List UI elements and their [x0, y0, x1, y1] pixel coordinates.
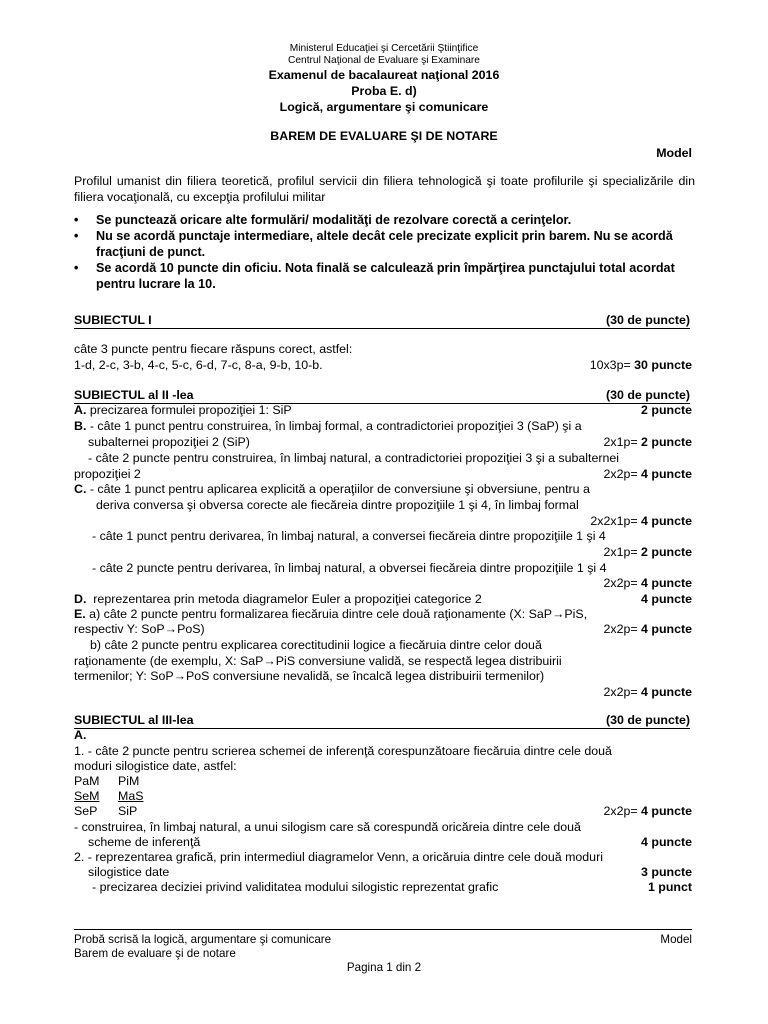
bullet-icon: •: [74, 213, 79, 227]
scheme-cell: SiP: [118, 804, 138, 818]
item-2E1-score: 2x2p= 4 puncte: [603, 622, 692, 636]
item-2E2-line2: raţionamente (de exemplu, X: SaP→PiS conversiune validă, se respectă legea distribuirii: [74, 654, 562, 668]
item-2B2-score: 2x2p= 4 puncte: [603, 467, 692, 481]
subject-1-answers: 1-d, 2-c, 3-b, 4-c, 5-c, 6-d, 7-c, 8-a, 9-b, 10-b.: [74, 358, 323, 372]
profile-text: Profilul umanist din filiera teoretică, profilul servicii din filiera tehnologică şi toate profilurile şi specializările din filiera vocaţională, cu excepţia profilului militar: [74, 174, 695, 204]
barem-title: BAREM DE EVALUARE ŞI DE NOTARE: [270, 129, 498, 143]
item-2D: D. reprezentarea prin metoda diagramelor Euler a propoziţiei categorice 2: [74, 592, 482, 606]
item-2C2-line: - câte 1 punct pentru derivarea, în limbaj natural, a conversei fiecăreia dintre propoziţiile 1 şi 4: [92, 529, 606, 543]
scheme-cell: MaS: [118, 789, 144, 803]
model-label: Model: [656, 146, 692, 160]
item-3A1-line2: moduri silogistice date, astfel:: [74, 759, 237, 773]
item-2C-line2: deriva conversa şi obversa corecte ale fiecăreia dintre propoziţiile 1 şi 4, în limbaj formal: [96, 498, 579, 512]
item-3A2-score: 4 puncte: [641, 835, 692, 849]
item-3A3-line2: silogistice date: [88, 865, 170, 879]
footer-model: Model: [660, 933, 692, 946]
rule-item: • Se acordă 10 puncte din oficiu. Nota finală se calculează prin împărţirea punctajului total acordat pentru lucrare la 10.: [74, 261, 675, 291]
item-3A2-line1: - construirea, în limbaj natural, a unui silogism care să corespundă oricăreia dintre cele două: [74, 820, 581, 834]
item-3A2-line2: scheme de inferenţă: [88, 835, 201, 849]
subject-1-score: 10x3p= 30 puncte: [589, 358, 692, 372]
scheme-cell: PaM: [74, 774, 100, 788]
item-3A-label: A.: [74, 728, 87, 742]
item-3A4-score: 1 punct: [647, 880, 692, 894]
item-2C2-score: 2x1p= 2 puncte: [603, 545, 692, 559]
item-2B2-line1: - câte 2 puncte pentru construirea, în limbaj natural, a contradictoriei propoziţiei 3 şi a subalternei: [88, 451, 620, 465]
footer-exam: Probă scrisă la logică, argumentare şi comunicare: [74, 933, 332, 946]
footer-divider: [74, 929, 692, 930]
bullet-icon: •: [74, 229, 79, 243]
item-2A-score: 2 puncte: [641, 403, 692, 417]
evaluation-center: Centrul Naţional de Evaluare şi Examinare: [288, 55, 480, 66]
exam-subject: Logică, argumentare şi comunicare: [279, 100, 489, 114]
item-2D-score: 4 puncte: [641, 592, 692, 606]
bullet-icon: •: [74, 261, 79, 275]
item-2E2-line3: termenilor; Y: SoP→PoS conversiune nevalidă, se încalcă legea distribuirii termenilor): [74, 669, 545, 683]
rule-item: • Nu se acordă punctaje intermediare, altele decât cele precizate explicit prin barem. Nu se acordă fracţiuni de punct.: [74, 229, 673, 259]
item-2B2-line2: propoziţiei 2: [74, 467, 141, 481]
exam-proba: Proba E. d): [351, 84, 417, 98]
footer-barem: Barem de evaluare şi de notare: [74, 947, 236, 960]
item-2E-line2: respectiv Y: SoP→PoS): [74, 622, 205, 636]
item-2A: A. precizarea formulei propoziţiei 1: SiP: [74, 403, 292, 417]
item-2B1-score: 2x1p= 2 puncte: [603, 435, 692, 449]
rule-item: • Se punctează oricare alte formulări/ modalităţi de rezolvare corectă a cerinţelor.: [74, 213, 572, 227]
item-2B-line2: subalternei propoziţiei 2 (SiP): [88, 435, 250, 449]
rules-list: [74, 212, 696, 292]
item-3A3-score: 3 puncte: [641, 865, 692, 879]
subject-1-heading: SUBIECTUL I (30 de puncte): [74, 313, 690, 327]
item-2C1-score: 2x2x1p= 4 puncte: [590, 514, 692, 528]
ministry-name: Ministerul Educaţiei şi Cercetării Ştiinţifice: [289, 43, 479, 54]
item-3A4-line: - precizarea deciziei privind validitatea modului silogistic reprezentat grafic: [92, 880, 499, 894]
item-2C3-score: 2x2p= 4 puncte: [603, 576, 692, 590]
subject-1-instruction: câte 3 puncte pentru fiecare răspuns corect, astfel:: [74, 342, 353, 356]
item-2B-line1: B. - câte 1 punct pentru construirea, în limbaj formal, a contradictoriei propoziţiei 3 (SaP) şi a: [74, 419, 582, 433]
item-2C3-line: - câte 2 puncte pentru derivarea, în limbaj natural, a obversei fiecăreia dintre propoziţiile 1 şi 4: [92, 561, 607, 575]
subject-3-heading: SUBIECTUL al III-lea (30 de puncte): [74, 713, 690, 727]
item-3A1-line1: 1. - câte 2 puncte pentru scrierea schemei de inferenţă corespunzătoare fiecăruia dintre cele două: [74, 744, 612, 758]
item-2C-line1: C. - câte 1 punct pentru aplicarea explicită a operaţiilor de conversiune şi obversiune, pentru a: [74, 482, 590, 496]
item-2E-line1: E. a) câte 2 puncte pentru formalizarea fiecăruia dintre cele două raţionamente (X: SaP→PiS,: [74, 607, 588, 621]
page-number: Pagina 1 din 2: [346, 961, 422, 974]
scheme-cell: SeP: [74, 804, 98, 818]
exam-title: Examenul de bacalaureat naţional 2016: [268, 68, 500, 82]
item-3A1-score: 2x2p= 4 puncte: [603, 804, 692, 818]
scheme-cell: SeM: [74, 789, 100, 803]
subject-2-heading: SUBIECTUL al II -lea (30 de puncte): [74, 388, 690, 402]
item-3A3-line1: 2. - reprezentarea grafică, prin intermediul diagramelor Venn, a oricăruia dintre cele două moduri: [74, 850, 603, 864]
item-2E2-line1: b) câte 2 puncte pentru explicarea corectitudinii logice a fiecăruia dintre celor două: [90, 638, 542, 652]
item-2E2-score: 2x2p= 4 puncte: [603, 685, 692, 699]
scheme-cell: PiM: [118, 774, 140, 788]
